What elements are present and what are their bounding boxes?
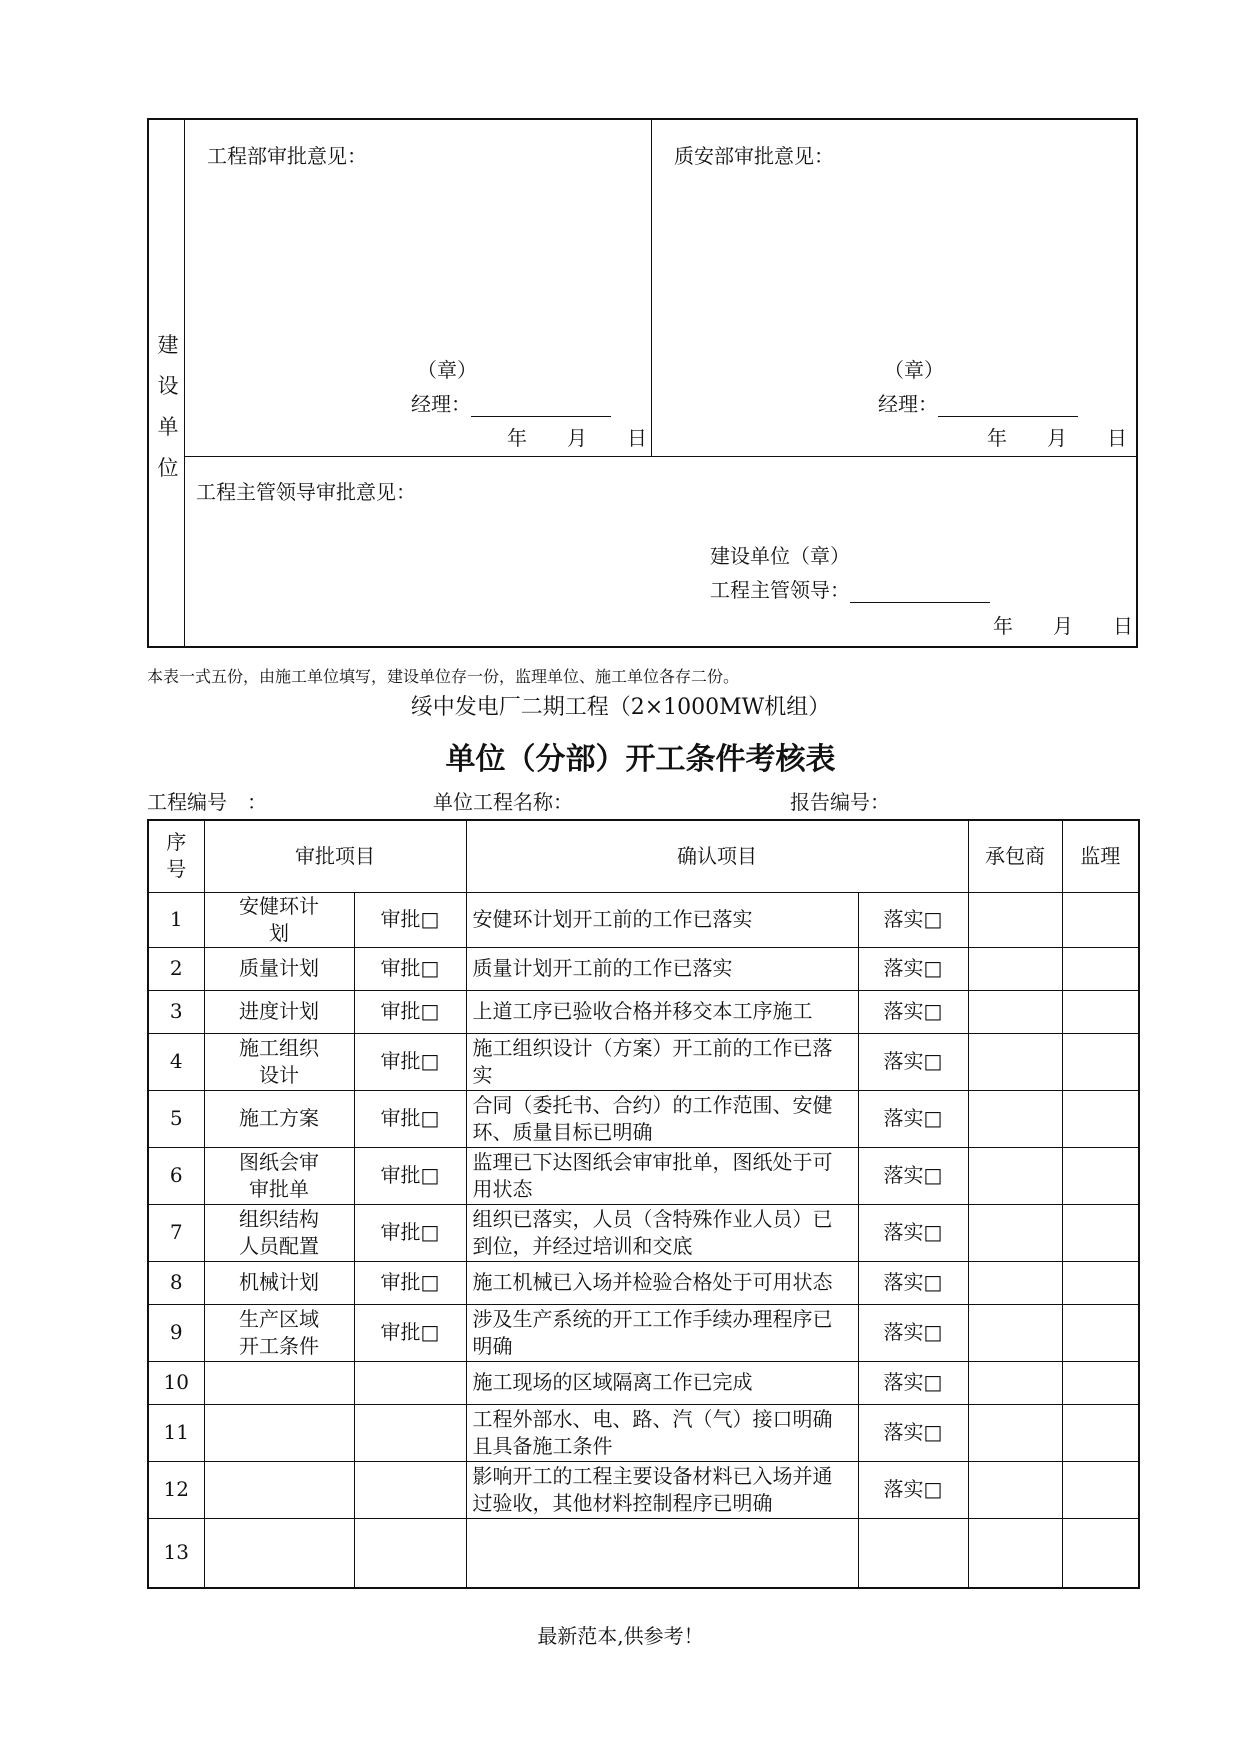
row-status-check[interactable]: 落实□ xyxy=(858,1361,968,1404)
eng-dept-date: 年 月 日 xyxy=(507,426,647,450)
eng-dept-label: 工程部审批意见： xyxy=(207,144,367,168)
row-seq: 1 xyxy=(148,892,204,947)
row-supervisor[interactable] xyxy=(1062,1361,1139,1404)
row-confirm-item: 合同（委托书、合约）的工作范围、安健环、质量目标已明确 xyxy=(466,1090,858,1147)
unit-name-label: 单位工程名称： xyxy=(433,790,573,814)
row-seq: 8 xyxy=(148,1261,204,1304)
row-approve-check[interactable]: 审批□ xyxy=(354,947,466,990)
row-confirm-item: 施工组织设计（方案）开工前的工作已落实 xyxy=(466,1033,858,1090)
row-status-check xyxy=(858,1518,968,1588)
leader-date: 年 月 日 xyxy=(993,614,1133,638)
header-seq: 序号 xyxy=(148,820,204,892)
builder-unit-seal: 建设单位（章） xyxy=(710,544,850,568)
row-seq: 13 xyxy=(148,1518,204,1588)
row-approve-item xyxy=(204,1461,354,1518)
footer-text: 最新范本,供参考！ xyxy=(537,1624,704,1648)
table-row xyxy=(148,1147,1139,1204)
qs-dept-signature-line xyxy=(938,398,1078,417)
qs-dept-label: 质安部审批意见： xyxy=(674,144,834,168)
assessment-table xyxy=(147,819,1140,1589)
row-contractor[interactable] xyxy=(968,1361,1062,1404)
row-seq: 5 xyxy=(148,1090,204,1147)
row-approve-item: 图纸会审审批单 xyxy=(204,1147,354,1204)
row-contractor[interactable] xyxy=(968,892,1062,947)
header-confirm-item: 确认项目 xyxy=(466,820,968,892)
qs-dept-manager: 经理： xyxy=(878,388,1078,417)
row-seq: 3 xyxy=(148,990,204,1033)
row-approve-check[interactable]: 审批□ xyxy=(354,1033,466,1090)
row-confirm-item xyxy=(466,1518,858,1588)
row-confirm-item: 上道工序已验收合格并移交本工序施工 xyxy=(466,990,858,1033)
row-status-check[interactable]: 落实□ xyxy=(858,947,968,990)
row-approve-check[interactable]: 审批□ xyxy=(354,1304,466,1361)
row-approve-check[interactable]: 审批□ xyxy=(354,892,466,947)
row-approve-item: 施工组织设计 xyxy=(204,1033,354,1090)
row-supervisor[interactable] xyxy=(1062,892,1139,947)
row-status-check[interactable]: 落实□ xyxy=(858,1461,968,1518)
row-approve-check[interactable]: 审批□ xyxy=(354,1147,466,1204)
table-row xyxy=(148,1361,1139,1404)
report-no-label: 报告编号： xyxy=(790,790,890,814)
note-text: 本表一式五份，由施工单位填写，建设单位存一份，监理单位、施工单位各存二份。 xyxy=(147,667,740,686)
row-confirm-item: 工程外部水、电、路、汽（气）接口明确且具备施工条件 xyxy=(466,1404,858,1461)
row-approve-item: 机械计划 xyxy=(204,1261,354,1304)
row-seq: 10 xyxy=(148,1361,204,1404)
row-status-check[interactable]: 落实□ xyxy=(858,1204,968,1261)
row-supervisor[interactable] xyxy=(1062,990,1139,1033)
project-name: 绥中发电厂二期工程（2×1000MW机组） xyxy=(410,695,831,720)
row-approve-item: 安健环计划 xyxy=(204,892,354,947)
row-status-check[interactable]: 落实□ xyxy=(858,1404,968,1461)
table-row xyxy=(148,947,1139,990)
row-supervisor[interactable] xyxy=(1062,1261,1139,1304)
table-row xyxy=(148,1090,1139,1147)
row-contractor[interactable] xyxy=(968,1090,1062,1147)
row-seq: 11 xyxy=(148,1404,204,1461)
row-supervisor[interactable] xyxy=(1062,1090,1139,1147)
table-header xyxy=(148,820,1139,892)
leader-signature: 工程主管领导： xyxy=(710,574,990,603)
row-confirm-item: 质量计划开工前的工作已落实 xyxy=(466,947,858,990)
table-row xyxy=(148,1033,1139,1090)
row-approve-check[interactable]: 审批□ xyxy=(354,1090,466,1147)
row-supervisor[interactable] xyxy=(1062,1461,1139,1518)
row-seq: 12 xyxy=(148,1461,204,1518)
row-contractor[interactable] xyxy=(968,1147,1062,1204)
page-title: 单位（分部）开工条件考核表 xyxy=(445,742,836,777)
header-supervisor: 监理 xyxy=(1062,820,1139,892)
row-seq: 6 xyxy=(148,1147,204,1204)
row-approve-check xyxy=(354,1361,466,1404)
row-approve-item xyxy=(204,1404,354,1461)
row-approve-item xyxy=(204,1361,354,1404)
row-status-check[interactable]: 落实□ xyxy=(858,1261,968,1304)
row-supervisor[interactable] xyxy=(1062,1147,1139,1204)
row-status-check[interactable]: 落实□ xyxy=(858,1033,968,1090)
row-status-check[interactable]: 落实□ xyxy=(858,990,968,1033)
eng-dept-signature-line xyxy=(471,398,611,417)
row-confirm-item: 监理已下达图纸会审审批单，图纸处于可用状态 xyxy=(466,1147,858,1204)
row-confirm-item: 组织已落实，人员（含特殊作业人员）已到位，并经过培训和交底 xyxy=(466,1204,858,1261)
row-contractor[interactable] xyxy=(968,990,1062,1033)
row-contractor[interactable] xyxy=(968,1404,1062,1461)
row-supervisor[interactable] xyxy=(1062,1404,1139,1461)
row-confirm-item: 施工现场的区域隔离工作已完成 xyxy=(466,1361,858,1404)
row-contractor[interactable] xyxy=(968,1518,1062,1588)
row-approve-item xyxy=(204,1518,354,1588)
row-approve-check xyxy=(354,1461,466,1518)
table-row xyxy=(148,1261,1139,1304)
row-seq: 2 xyxy=(148,947,204,990)
table-row xyxy=(148,1304,1139,1361)
row-approve-check xyxy=(354,1404,466,1461)
row-confirm-item: 涉及生产系统的开工工作手续办理程序已明确 xyxy=(466,1304,858,1361)
row-contractor[interactable] xyxy=(968,1261,1062,1304)
row-approve-check xyxy=(354,1518,466,1588)
builder-unit-label: 建 设 单 位 xyxy=(157,333,179,480)
table-row xyxy=(148,1518,1139,1588)
row-status-check[interactable]: 落实□ xyxy=(858,1090,968,1147)
row-status-check[interactable]: 落实□ xyxy=(858,892,968,947)
header-approve-item: 审批项目 xyxy=(204,820,466,892)
row-status-check[interactable]: 落实□ xyxy=(858,1304,968,1361)
row-approve-item: 生产区域开工条件 xyxy=(204,1304,354,1361)
row-approve-check[interactable]: 审批□ xyxy=(354,1261,466,1304)
leader-signature-line xyxy=(850,584,990,603)
approval-table xyxy=(147,118,1138,648)
table-row xyxy=(148,990,1139,1033)
row-confirm-item: 影响开工的工程主要设备材料已入场并通过验收，其他材料控制程序已明确 xyxy=(466,1461,858,1518)
project-no-label: 工程编号 ： xyxy=(147,790,267,814)
leader-label: 工程主管领导审批意见： xyxy=(196,480,416,504)
qs-dept-seal: （章） xyxy=(884,358,944,382)
row-approve-check[interactable]: 审批□ xyxy=(354,1204,466,1261)
row-supervisor[interactable] xyxy=(1062,1204,1139,1261)
row-contractor[interactable] xyxy=(968,1033,1062,1090)
qs-dept-date: 年 月 日 xyxy=(987,426,1127,450)
row-seq: 7 xyxy=(148,1204,204,1261)
row-contractor[interactable] xyxy=(968,947,1062,990)
row-supervisor[interactable] xyxy=(1062,1518,1139,1588)
eng-dept-manager: 经理： xyxy=(411,388,611,417)
row-supervisor[interactable] xyxy=(1062,947,1139,990)
row-contractor[interactable] xyxy=(968,1304,1062,1361)
row-supervisor[interactable] xyxy=(1062,1304,1139,1361)
row-approve-item: 施工方案 xyxy=(204,1090,354,1147)
row-approve-item: 组织结构人员配置 xyxy=(204,1204,354,1261)
row-contractor[interactable] xyxy=(968,1461,1062,1518)
row-confirm-item: 施工机械已入场并检验合格处于可用状态 xyxy=(466,1261,858,1304)
eng-dept-seal: （章） xyxy=(417,358,477,382)
table-row xyxy=(148,1461,1139,1518)
row-status-check[interactable]: 落实□ xyxy=(858,1147,968,1204)
row-approve-item: 质量计划 xyxy=(204,947,354,990)
row-seq: 9 xyxy=(148,1304,204,1361)
row-confirm-item: 安健环计划开工前的工作已落实 xyxy=(466,892,858,947)
row-approve-item: 进度计划 xyxy=(204,990,354,1033)
row-seq: 4 xyxy=(148,1033,204,1090)
header-contractor: 承包商 xyxy=(968,820,1062,892)
table-row xyxy=(148,1404,1139,1461)
table-row xyxy=(148,1204,1139,1261)
row-contractor[interactable] xyxy=(968,1204,1062,1261)
row-approve-check[interactable]: 审批□ xyxy=(354,990,466,1033)
row-supervisor[interactable] xyxy=(1062,1033,1139,1090)
table-row xyxy=(148,892,1139,947)
